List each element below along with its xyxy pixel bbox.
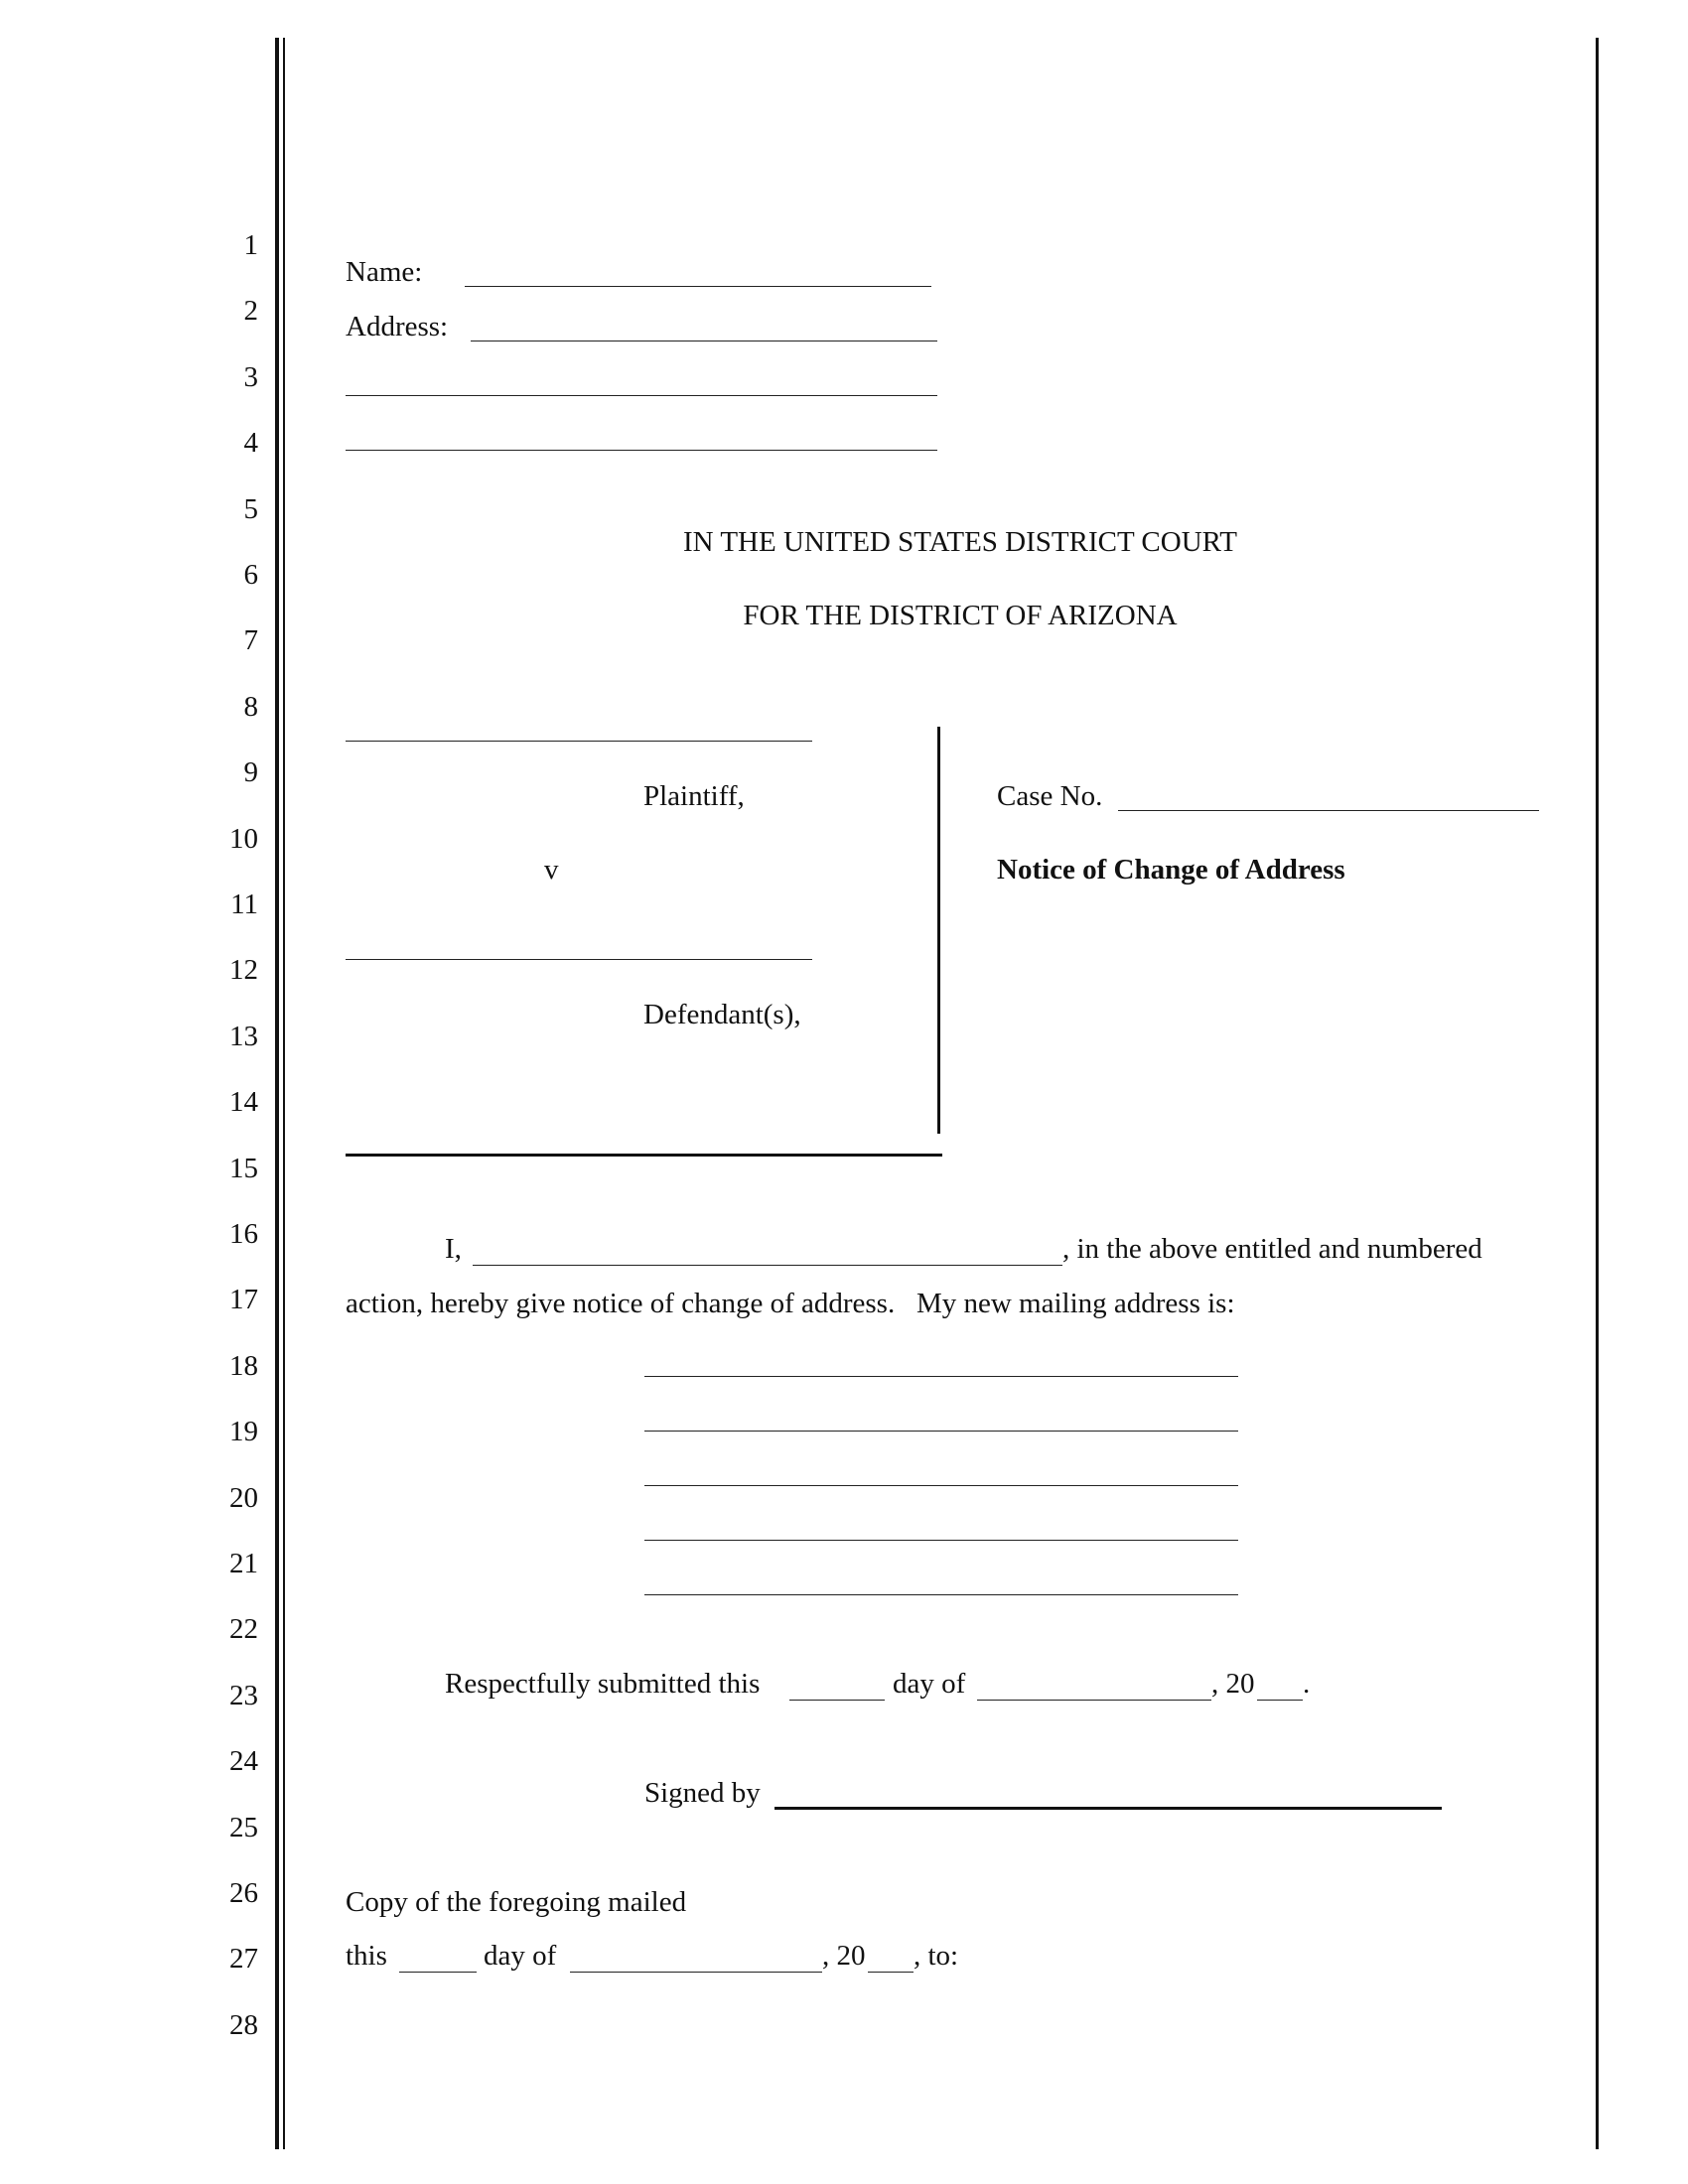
line-number: 24 — [229, 1745, 258, 1777]
line-number: 2 — [243, 295, 258, 327]
line-number: 6 — [243, 559, 258, 591]
submission-day-field[interactable] — [789, 1670, 885, 1701]
line-number: 18 — [229, 1350, 258, 1382]
line-number: 21 — [229, 1548, 258, 1579]
signature-field[interactable] — [774, 1807, 1442, 1810]
new-address-line-2[interactable] — [644, 1401, 1238, 1432]
signature-label: Signed by — [644, 1777, 761, 1809]
address-label: Address: — [346, 311, 449, 342]
court-heading-line-1: IN THE UNITED STATES DISTRICT COURT — [683, 526, 1237, 558]
line-number: 5 — [243, 493, 258, 525]
caption-bottom-rule — [346, 1154, 942, 1157]
line-number: 1 — [243, 229, 258, 261]
name-label: Name: — [346, 256, 423, 288]
court-heading-line-2: FOR THE DISTRICT OF ARIZONA — [743, 600, 1178, 631]
defendant-name-field[interactable] — [346, 929, 812, 960]
case-number-label: Case No. — [997, 780, 1103, 812]
name-field[interactable] — [465, 256, 931, 287]
filer-name-field[interactable] — [473, 1235, 1062, 1266]
line-number: 12 — [229, 954, 258, 986]
line-number: 4 — [243, 427, 258, 459]
line-number: 17 — [229, 1284, 258, 1315]
submission-year-field[interactable] — [1257, 1670, 1303, 1701]
mailing-year-prefix: , 20 — [822, 1940, 866, 1972]
case-number-field[interactable] — [1118, 780, 1539, 811]
submission-day-of: day of — [893, 1668, 966, 1700]
intro-prefix: I, — [445, 1233, 462, 1265]
right-margin-rule — [1596, 38, 1599, 2149]
document-title: Notice of Change of Address — [997, 854, 1345, 886]
left-margin-rule-inner — [283, 38, 285, 2149]
line-number: 8 — [243, 691, 258, 723]
line-number: 28 — [229, 2009, 258, 2041]
line-number: 9 — [243, 756, 258, 788]
line-number: 19 — [229, 1416, 258, 1447]
mailing-year-field[interactable] — [868, 1942, 914, 1973]
new-address-line-5[interactable] — [644, 1565, 1238, 1595]
line-number: 7 — [243, 624, 258, 656]
plaintiff-name-field[interactable] — [346, 711, 812, 742]
line-number: 26 — [229, 1877, 258, 1909]
new-address-line-4[interactable] — [644, 1510, 1238, 1541]
submission-month-field[interactable] — [977, 1670, 1211, 1701]
mailing-to: , to: — [914, 1940, 959, 1972]
left-margin-rule-outer — [275, 38, 279, 2149]
line-number: 27 — [229, 1943, 258, 1975]
line-number: 23 — [229, 1680, 258, 1711]
mailing-month-field[interactable] — [570, 1942, 822, 1973]
mailing-this: this — [346, 1940, 387, 1972]
versus-label: v — [544, 854, 559, 886]
line-number: 14 — [229, 1086, 258, 1118]
line-number: 25 — [229, 1812, 258, 1843]
line-number: 3 — [243, 361, 258, 393]
submission-period: . — [1303, 1668, 1311, 1700]
mailing-day-field[interactable] — [399, 1942, 477, 1973]
line-number: 22 — [229, 1613, 258, 1645]
caption-vertical-divider — [937, 727, 940, 1134]
new-address-line-1[interactable] — [644, 1346, 1238, 1377]
intro-suffix: , in the above entitled and numbered — [1062, 1233, 1482, 1265]
submission-year-prefix: , 20 — [1211, 1668, 1255, 1700]
submission-prefix: Respectfully submitted this — [445, 1668, 761, 1700]
address-field-line-2[interactable] — [346, 365, 937, 396]
line-number: 16 — [229, 1218, 258, 1250]
line-number: 13 — [229, 1021, 258, 1052]
line-number: 20 — [229, 1482, 258, 1514]
line-number: 11 — [230, 888, 258, 920]
defendant-label: Defendant(s), — [643, 999, 801, 1030]
address-field-line-3[interactable] — [346, 420, 937, 451]
mailing-line-1: Copy of the foregoing mailed — [346, 1886, 687, 1918]
mailing-day-of: day of — [484, 1940, 557, 1972]
new-address-line-3[interactable] — [644, 1455, 1238, 1486]
line-number: 15 — [229, 1153, 258, 1184]
address-field-line-1[interactable] — [471, 311, 937, 341]
body-line-2: action, hereby give notice of change of address. My new mailing address is: — [346, 1288, 1235, 1319]
line-number: 10 — [229, 823, 258, 855]
plaintiff-label: Plaintiff, — [643, 780, 745, 812]
